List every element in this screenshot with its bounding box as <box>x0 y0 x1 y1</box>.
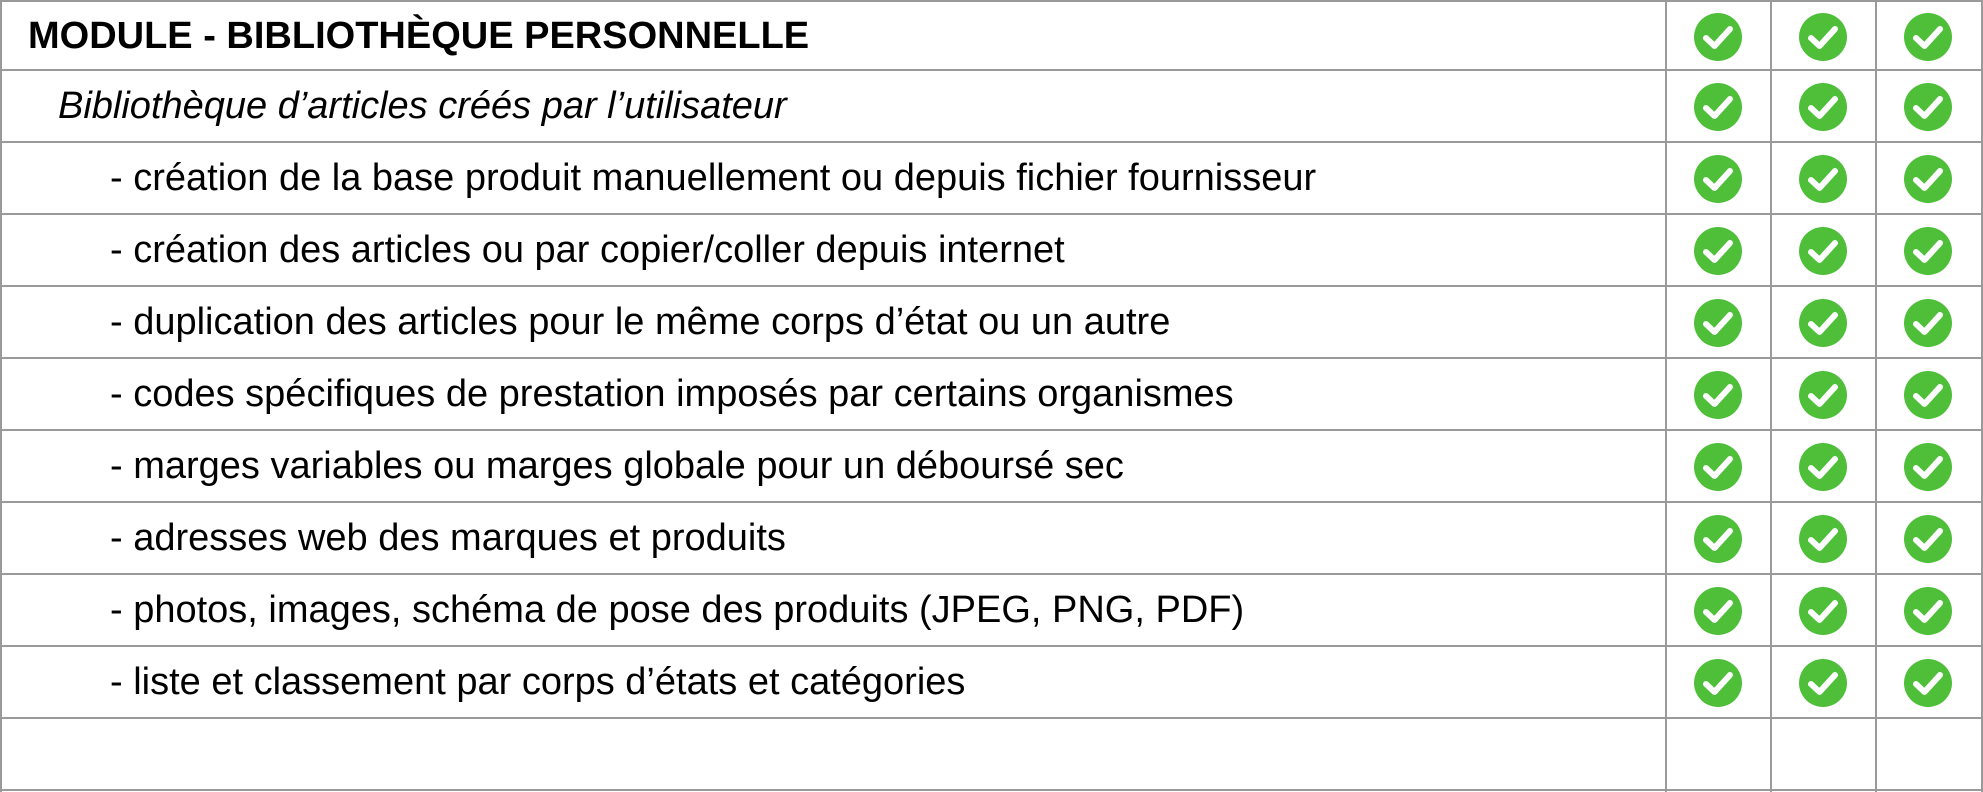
check-circle-icon <box>1798 154 1848 204</box>
check-circle-icon <box>1903 226 1953 276</box>
feature-item: - codes spécifiques de prestation imposés par certains organismes <box>110 372 1234 415</box>
check-circle-icon <box>1903 658 1953 708</box>
column-divider <box>1875 0 1877 792</box>
check-circle-icon <box>1693 586 1743 636</box>
check-circle-icon <box>1693 12 1743 62</box>
feature-item: - marges variables ou marges globale pour un déboursé sec <box>110 444 1124 487</box>
check-circle-icon <box>1903 154 1953 204</box>
check-circle-icon <box>1903 514 1953 564</box>
check-circle-icon <box>1798 298 1848 348</box>
check-circle-icon <box>1798 442 1848 492</box>
check-circle-icon <box>1903 442 1953 492</box>
check-circle-icon <box>1798 370 1848 420</box>
check-circle-icon <box>1798 514 1848 564</box>
check-circle-icon <box>1903 586 1953 636</box>
check-circle-icon <box>1798 82 1848 132</box>
check-circle-icon <box>1693 226 1743 276</box>
feature-item: - création des articles ou par copier/coller depuis internet <box>110 228 1065 271</box>
check-circle-icon <box>1693 298 1743 348</box>
empty-row <box>0 718 1664 790</box>
check-circle-icon <box>1903 370 1953 420</box>
check-circle-icon <box>1693 514 1743 564</box>
check-circle-icon <box>1693 154 1743 204</box>
check-circle-icon <box>1693 658 1743 708</box>
check-circle-icon <box>1693 82 1743 132</box>
check-circle-icon <box>1903 82 1953 132</box>
feature-item: - adresses web des marques et produits <box>110 516 786 559</box>
check-circle-icon <box>1693 442 1743 492</box>
check-circle-icon <box>1798 12 1848 62</box>
feature-item: - création de la base produit manuellement ou depuis fichier fournisseur <box>110 156 1317 199</box>
module-title: MODULE - BIBLIOTHÈQUE PERSONNELLE <box>28 14 810 57</box>
check-circle-icon <box>1798 658 1848 708</box>
check-circle-icon <box>1798 226 1848 276</box>
check-circle-icon <box>1798 586 1848 636</box>
section-subtitle: Bibliothèque d’articles créés par l’utilisateur <box>58 84 787 127</box>
check-circle-icon <box>1693 370 1743 420</box>
check-circle-icon <box>1903 12 1953 62</box>
feature-item: - photos, images, schéma de pose des produits (JPEG, PNG, PDF) <box>110 588 1245 631</box>
check-circle-icon <box>1903 298 1953 348</box>
feature-item: - duplication des articles pour le même corps d’état ou un autre <box>110 300 1171 343</box>
feature-item: - liste et classement par corps d’états et catégories <box>110 660 966 703</box>
